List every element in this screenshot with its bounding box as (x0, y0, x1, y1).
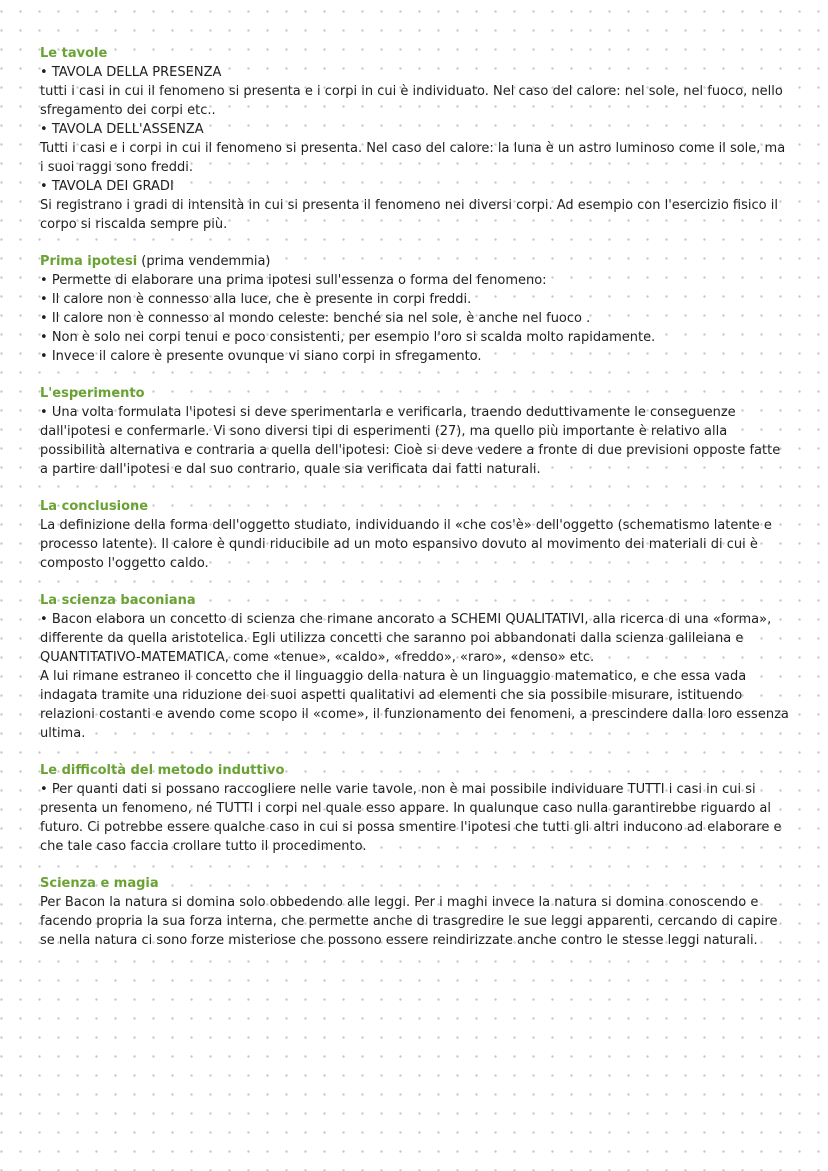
bullet-item: • Non è solo nei corpi tenui e poco consistenti, per esempio l'oro si scalda molto rapidamente. (40, 328, 790, 347)
section-prima-ipotesi (40, 252, 790, 366)
section-heading: L'esperimento (40, 386, 145, 401)
section-le-tavole (40, 44, 790, 234)
section-scienza-baconiana (40, 591, 790, 743)
paragraph: tutti i casi in cui il fenomeno si presenta e i corpi in cui è individuato. Nel caso del calore: nel sole, nel fuoco, nello sfregamento dei corpi etc.. (40, 84, 783, 118)
bullet-item: • Per quanti dati si possano raccogliere nelle varie tavole, non è mai possibile individuare TUTTI i casi in cui si presenta un fenomeno, né TUTTI i corpi nel quale esso appare. In qualunque caso nulla garantirebbe riguardo al futuro. Ci potrebbe essere qualche caso in cui si possa smentire l'ipotesi che tutti gli altri inducono ad elaborare e che tale caso faccia crollare tutto il procedimento. (40, 780, 790, 856)
section-difficolta (40, 761, 790, 856)
paragraph: Per Bacon la natura si domina solo obbedendo alle leggi. Per i maghi invece la natura si domina conoscendo e facendo propria la sua forza interna, che permette anche di trasgredire le sue leggi apparenti, cercando di capire se nella natura ci sono forze misteriose che possono essere reindirizzate anche contro le stesse leggi naturali. (40, 895, 778, 948)
paragraph: Tutti i casi e i corpi in cui il fenomeno si presenta. Nel caso del calore: la luna è un astro luminoso come il sole, ma i suoi raggi sono freddi. (40, 141, 786, 175)
notes-page (40, 44, 790, 968)
heading-note: (prima vendemmia) (137, 254, 271, 269)
paragraph: A lui rimane estraneo il concetto che il linguaggio della natura è un linguaggio matematico, e che essa vada indagata tramite una riduzione dei suoi aspetti qualitativi ad elementi che sia possibile misurare, istituendo relazioni costanti e avendo come scopo il «come», il funzionamento dei fenomeni, a prescindere dalla loro essenza ultima. (40, 669, 789, 741)
section-heading: Prima ipotesi (prima vendemmia) (40, 254, 271, 269)
bullet-item: • Permette di elaborare una prima ipotesi sull'essenza o forma del fenomeno: (40, 271, 790, 290)
bullet-item: • TAVOLA DELLA PRESENZA (40, 63, 790, 82)
paragraph: Si registrano i gradi di intensità in cui si presenta il fenomeno nei diversi corpi. Ad esempio con l'esercizio fisico il corpo si riscalda sempre più. (40, 198, 778, 232)
paragraph: La definizione della forma dell'oggetto studiato, individuando il «che cos'è» dell'oggetto (schematismo latente e processo latente). Il calore è qundi riducibile ad un moto espansivo dovuto al movimento dei materiali di cui è composto l'oggetto caldo. (40, 518, 772, 571)
section-heading: La scienza baconiana (40, 593, 196, 608)
section-heading: Le tavole (40, 46, 108, 61)
bullet-item: • Bacon elabora un concetto di scienza che rimane ancorato a SCHEMI QUALITATIVI, alla ricerca di una «forma», differente da quella aristotelica. Egli utilizza concetti che saranno poi abbandonati dalla scienza galileiana e QUANTITATIVO-MATEMATICA, come «tenue», «caldo», «freddo», «raro», «denso» etc. (40, 610, 790, 667)
bullet-item: • Il calore non è connesso alla luce, che è presente in corpi freddi. (40, 290, 790, 309)
section-esperimento (40, 384, 790, 479)
section-heading: Le difficoltà del metodo induttivo (40, 763, 285, 778)
section-heading: Scienza e magia (40, 876, 159, 891)
bullet-item: • TAVOLA DEI GRADI (40, 177, 790, 196)
section-conclusione (40, 497, 790, 573)
section-heading: La conclusione (40, 499, 149, 514)
bullet-item: • Invece il calore è presente ovunque vi siano corpi in sfregamento. (40, 347, 790, 366)
section-scienza-magia (40, 874, 790, 950)
bullet-item: • TAVOLA DELL'ASSENZA (40, 120, 790, 139)
bullet-item: • Il calore non è connesso al mondo celeste: benché sia nel sole, è anche nel fuoco . (40, 309, 790, 328)
bullet-item: • Una volta formulata l'ipotesi si deve sperimentarla e verificarla, traendo deduttivamente le conseguenze dall'ipotesi e confermarle. Vi sono diversi tipi di esperimenti (27), ma quello più importante è relativo alla possibilità alternativa e contraria a quella dell'ipotesi: Cioè si deve vedere a fronte di due previsioni opposte fatte a partire dall'ipotesi e dal suo contrario, quale sia verificata dai fatti naturali. (40, 403, 790, 479)
